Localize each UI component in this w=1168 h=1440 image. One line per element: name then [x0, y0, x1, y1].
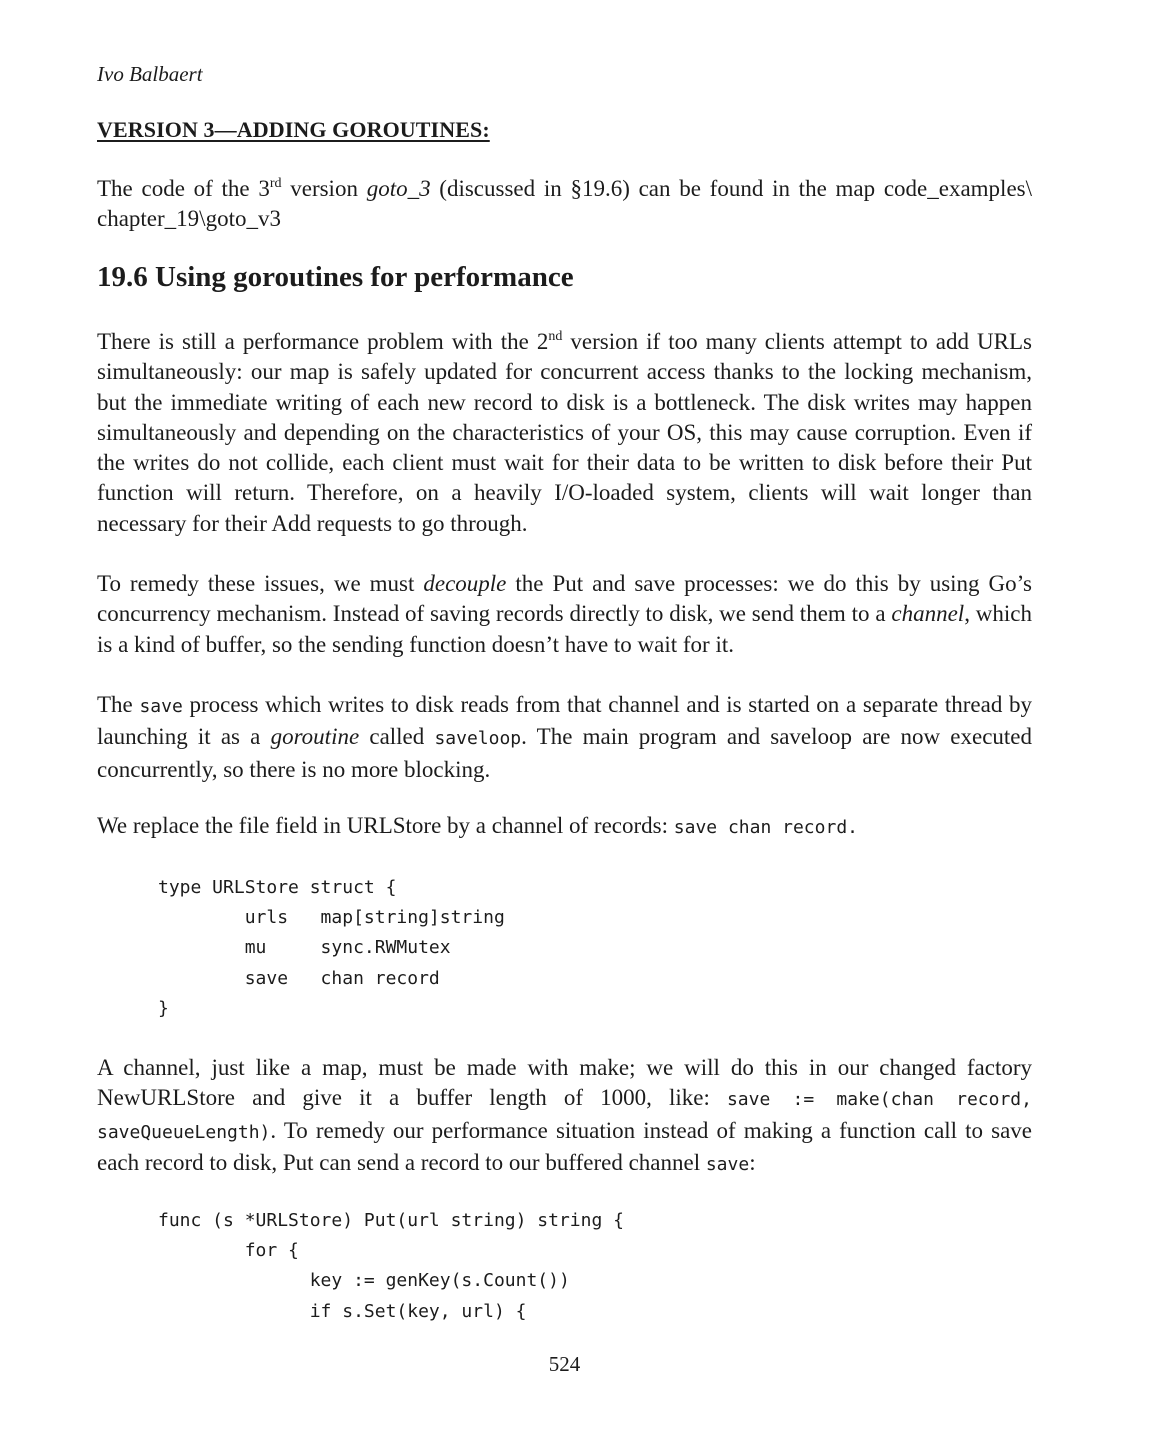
code-line: urls map[string]string	[158, 907, 505, 929]
inline-code-save: save	[139, 696, 183, 717]
paragraph-decouple: To remedy these issues, we must decouple the Put and save processes: we do this by using Go’s concurrency mechanism. Instead of saving records directly to disk, we send them to a channel, which is a kind of buffer, so the sending function doesn’t have to wait for it.	[97, 571, 1032, 657]
paragraph-save-process: The save process which writes to disk reads from that channel and is started on a separate thread by launching it as a goroutine called saveloop. The main program and saveloop are now executed concurrently, so there is no more blocking.	[97, 692, 1032, 782]
code-line: func (s *URLStore) Put(url string) string {	[158, 1210, 624, 1231]
inline-code-save-channel: save	[705, 1153, 750, 1175]
code-line: }	[158, 997, 169, 1019]
code-line: if s.Set(key, url) {	[158, 1300, 527, 1322]
code-line: type URLStore struct {	[158, 877, 397, 898]
code-line: for {	[158, 1240, 299, 1262]
chapter-title: 19.6 Using goroutines for performance	[97, 261, 574, 293]
paragraph-channel-make: A channel, just like a map, must be made with make; we will do this in our changed factory NewURLStore and give it a buffer length of 1000, like: save := make(chan record, saveQueueLength). To remedy our performance situation instead of making a function call to save each record to disk, Put can send a record to our buffered channel save:	[97, 1055, 1032, 1175]
code-line: save chan record	[158, 967, 440, 989]
code-block-urlstore-struct	[158, 873, 505, 1024]
intro-paragraph: The code of the 3rd version goto_3 (discussed in §19.6) can be found in the map code_examples\ chapter_19\goto_v3	[97, 176, 1032, 232]
inline-code-make-chan: save := make(chan record, saveQueueLength)	[97, 1089, 1032, 1143]
paragraph-replace-file-field: We replace the file field in URLStore by a channel of records: save chan record.	[97, 813, 858, 838]
code-line: key := genKey(s.Count())	[158, 1270, 570, 1292]
page-number: 524	[548, 1352, 581, 1376]
code-block-put-function	[158, 1206, 624, 1327]
inline-code-save-chan-record: save chan record.	[673, 817, 858, 838]
section-heading: VERSION 3—ADDING GOROUTINES:	[97, 117, 490, 142]
code-line: mu sync.RWMutex	[158, 937, 451, 959]
inline-code-saveloop: saveloop	[434, 728, 522, 750]
running-header-author: Ivo Balbaert	[97, 62, 203, 86]
paragraph-performance-problem: There is still a performance problem with the 2nd version if too many clients attempt to add URLs simultaneously: our map is safely updated for concurrent access thanks to the locking mechanism, but the immediate writing of each new record to disk is a bottleneck. The disk writes may happen simultaneously and depending on the characteristics of your OS, this may cause corruption. Even if the writes do not collide, each client must wait for their data to be written to disk before their Put function will return. Therefore, on a heavily I/O-loaded system, clients will wait longer than necessary for their Add requests to go through.	[97, 329, 1033, 536]
